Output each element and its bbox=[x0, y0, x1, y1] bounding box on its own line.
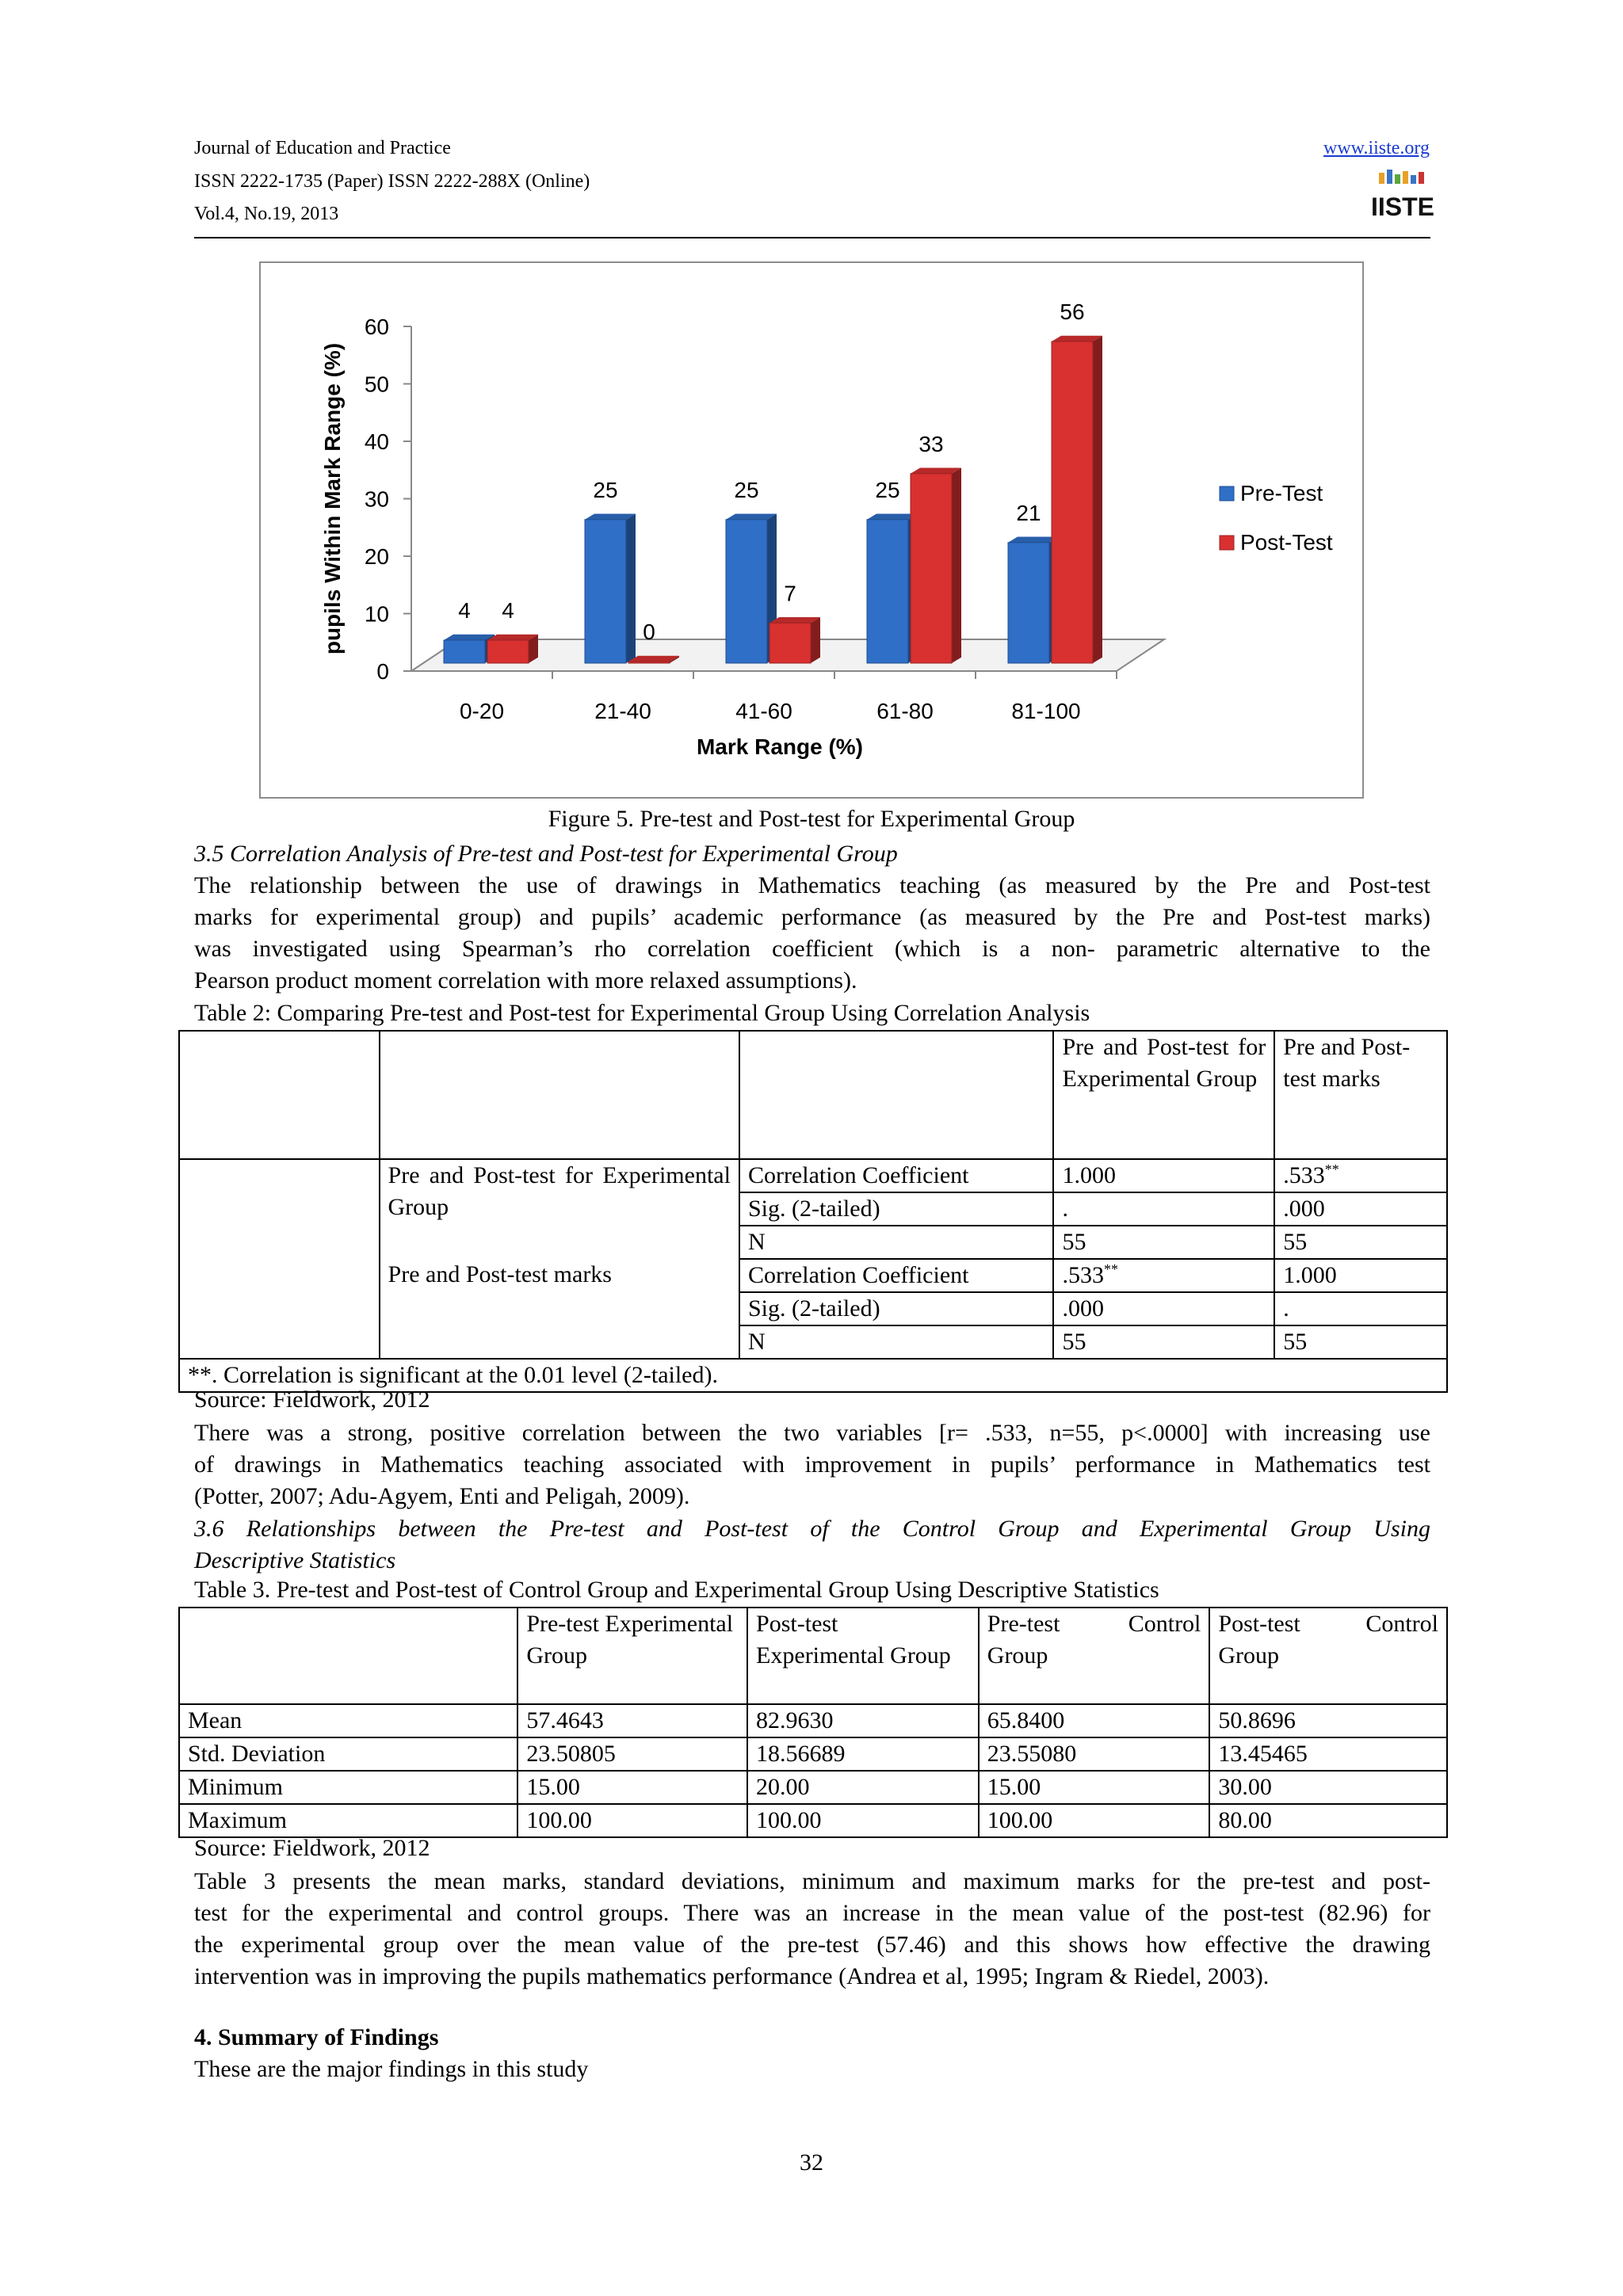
x-tick-label: 41-60 bbox=[735, 699, 792, 723]
paragraph-line: Table 3 presents the mean marks, standard deviations, minimum and maximum marks for the pre-test and post- bbox=[194, 1868, 1430, 1894]
table-cell: 100.00 bbox=[979, 1804, 1210, 1837]
table-cell: . bbox=[1274, 1292, 1447, 1325]
stat-label: Sig. (2-tailed) bbox=[739, 1192, 1054, 1226]
bar-post-test bbox=[1052, 341, 1093, 663]
table-2 bbox=[178, 1030, 1448, 1393]
legend-swatch bbox=[1220, 536, 1234, 550]
table-cell: 13.45465 bbox=[1209, 1737, 1447, 1771]
data-label: 25 bbox=[593, 477, 618, 502]
page-number: 32 bbox=[800, 2149, 823, 2176]
data-label: 25 bbox=[875, 477, 900, 502]
y-tick-label: 30 bbox=[364, 486, 389, 512]
table-header-row bbox=[179, 1031, 1447, 1159]
table-cell: 55 bbox=[1274, 1226, 1447, 1259]
x-tick-label: 81-100 bbox=[1011, 699, 1081, 723]
row-label: Mean bbox=[179, 1704, 517, 1737]
bar-post-test bbox=[487, 640, 529, 663]
journal-issn: ISSN 2222-1735 (Paper) ISSN 2222-288X (Online) bbox=[194, 171, 590, 192]
table-cell: 50.8696 bbox=[1209, 1704, 1447, 1737]
table-cell: 15.00 bbox=[517, 1771, 747, 1804]
bar-chart bbox=[261, 263, 1362, 797]
table-cell: 55 bbox=[1274, 1325, 1447, 1359]
bar-side bbox=[952, 468, 961, 663]
bar-post-test bbox=[628, 662, 670, 663]
bar-pre-test bbox=[726, 520, 767, 663]
row-label: Maximum bbox=[179, 1804, 517, 1837]
data-label: 0 bbox=[643, 620, 655, 644]
correlation-paragraph bbox=[194, 1417, 1430, 1512]
stat-label: N bbox=[739, 1325, 1054, 1359]
data-label: 7 bbox=[784, 581, 796, 606]
bar-pre-test bbox=[585, 520, 626, 663]
cell-value: .533 bbox=[1283, 1162, 1325, 1188]
section-4-text: These are the major findings in this study bbox=[194, 2056, 589, 2082]
table-row bbox=[179, 1804, 1447, 1837]
significance-mark: ** bbox=[1103, 1261, 1118, 1277]
table-cell: 30.00 bbox=[1209, 1771, 1447, 1804]
data-label: 4 bbox=[458, 598, 471, 623]
journal-url-link[interactable]: www.iiste.org bbox=[1323, 138, 1430, 158]
paragraph-line: was investigated using Spearman’s rho correlation coefficient (which is a non- parametric alternative to the bbox=[194, 936, 1430, 962]
bar-pre-test bbox=[444, 640, 485, 663]
x-tick-label: 0-20 bbox=[459, 699, 505, 723]
table-cell: . bbox=[1053, 1192, 1274, 1226]
table-footnote: **. Correlation is significant at the 0.01 level (2-tailed). bbox=[179, 1359, 1447, 1392]
data-label: 25 bbox=[734, 477, 759, 502]
stat-label: Correlation Coefficient bbox=[739, 1259, 1054, 1292]
y-tick-label: 20 bbox=[364, 544, 389, 569]
section-4-heading: 4. Summary of Findings bbox=[194, 2024, 439, 2050]
table-cell: 82.9630 bbox=[747, 1704, 979, 1737]
table-cell bbox=[380, 1031, 739, 1159]
y-tick-label: 50 bbox=[364, 372, 389, 397]
paragraph-line: The relationship between the use of drawings in Mathematics teaching (as measured by the Pre and Post-test bbox=[194, 872, 1430, 898]
journal-title: Journal of Education and Practice bbox=[194, 138, 451, 158]
table-cell: 55 bbox=[1053, 1325, 1274, 1359]
table-cell: 1.000 bbox=[1053, 1159, 1274, 1192]
legend-label: Pre-Test bbox=[1240, 481, 1323, 505]
table-cell bbox=[1274, 1159, 1447, 1192]
section-3-6-heading bbox=[194, 1513, 1430, 1577]
bar-pre-test bbox=[867, 520, 908, 663]
paragraph-line: (Potter, 2007; Adu-Agyem, Enti and Peligah, 2009). bbox=[194, 1483, 690, 1509]
table-cell: 80.00 bbox=[1209, 1804, 1447, 1837]
paragraph-line: marks for experimental group) and pupils’ academic performance (as measured by the Pre and Post-test marks) bbox=[194, 904, 1430, 930]
bar-side bbox=[1093, 336, 1102, 663]
data-label: 33 bbox=[918, 431, 944, 456]
stat-label: Correlation Coefficient bbox=[739, 1159, 1054, 1192]
table-3-paragraph bbox=[194, 1866, 1430, 1993]
table-cell bbox=[739, 1031, 1054, 1159]
figure-5-chart bbox=[259, 261, 1364, 799]
row-label: Minimum bbox=[179, 1771, 517, 1804]
table-cell: 18.56689 bbox=[747, 1737, 979, 1771]
legend-swatch bbox=[1220, 486, 1234, 501]
paragraph-line: the experimental group over the mean value of the pre-test (57.46) and this shows how effective the drawing bbox=[194, 1932, 1430, 1958]
logo-text: IISTE bbox=[1370, 193, 1435, 221]
row-label: Std. Deviation bbox=[179, 1737, 517, 1771]
heading-line: 3.6 Relationships between the Pre-test and Post-test of the Control Group and Experimental Group Using bbox=[194, 1516, 1430, 1542]
y-tick-label: 10 bbox=[364, 601, 389, 627]
row-group-label: Pre and Post-test marks bbox=[380, 1259, 739, 1359]
column-header: Post-test Control Group bbox=[1209, 1608, 1447, 1704]
row-group-label: Pre and Post-test for Experimental Group bbox=[380, 1159, 739, 1259]
table-cell: 100.00 bbox=[517, 1804, 747, 1837]
y-tick-label: 60 bbox=[364, 315, 389, 339]
table-cell: .000 bbox=[1274, 1192, 1447, 1226]
section-3-5-paragraph bbox=[194, 870, 1430, 997]
paragraph-line: There was a strong, positive correlation between the two variables [r= .533, n=55, p<.0000] with increasing use bbox=[194, 1420, 1430, 1446]
bar-post-test bbox=[769, 623, 811, 663]
table-cell: 57.4643 bbox=[517, 1704, 747, 1737]
stat-label: Sig. (2-tailed) bbox=[739, 1292, 1054, 1325]
table-cell: 55 bbox=[1053, 1226, 1274, 1259]
table-cell: 20.00 bbox=[747, 1771, 979, 1804]
column-header: Pre-test Control Group bbox=[979, 1608, 1210, 1704]
legend-label: Post-Test bbox=[1240, 530, 1333, 555]
bar-pre-test bbox=[1008, 543, 1049, 663]
table-cell bbox=[1053, 1259, 1274, 1292]
bar-side bbox=[811, 617, 820, 663]
column-header: Post-test Experimental Group bbox=[747, 1608, 979, 1704]
data-label: 21 bbox=[1016, 500, 1041, 525]
cell-value: .533 bbox=[1062, 1262, 1104, 1288]
table-cell bbox=[179, 1159, 380, 1359]
table-row bbox=[179, 1771, 1447, 1804]
table-header-row bbox=[179, 1608, 1447, 1704]
paragraph-line: test for the experimental and control groups. There was an increase in the mean value of the post-test (82.96) for bbox=[194, 1900, 1430, 1926]
x-tick-label: 21-40 bbox=[594, 699, 651, 723]
table-row bbox=[179, 1159, 1447, 1192]
table-row bbox=[179, 1737, 1447, 1771]
x-tick-label: 61-80 bbox=[876, 699, 934, 723]
section-3-5-heading: 3.5 Correlation Analysis of Pre-test and Post-test for Experimental Group bbox=[194, 841, 898, 867]
table-cell: 23.55080 bbox=[979, 1737, 1210, 1771]
journal-volume: Vol.4, No.19, 2013 bbox=[194, 204, 339, 224]
iiste-logo bbox=[1370, 168, 1435, 223]
column-header: Pre and Post-test for Experimental Group bbox=[1053, 1031, 1274, 1159]
table-3-caption: Table 3. Pre-test and Post-test of Control Group and Experimental Group Using Descriptive Statistics bbox=[194, 1577, 1159, 1603]
data-label: 56 bbox=[1060, 299, 1085, 324]
column-header: Pre-test Experimental Group bbox=[517, 1608, 747, 1704]
table-3-source: Source: Fieldwork, 2012 bbox=[194, 1835, 430, 1861]
data-label: 4 bbox=[502, 598, 514, 623]
column-header: Pre and Post-test marks bbox=[1274, 1031, 1447, 1159]
figure-caption: Figure 5. Pre-test and Post-test for Experimental Group bbox=[548, 806, 1075, 832]
table-cell: 23.50805 bbox=[517, 1737, 747, 1771]
x-axis-title: Mark Range (%) bbox=[696, 734, 864, 759]
bar-side bbox=[626, 514, 636, 663]
stat-label: N bbox=[739, 1226, 1054, 1259]
table-row bbox=[179, 1704, 1447, 1737]
bar-post-test bbox=[911, 474, 952, 663]
heading-line: Descriptive Statistics bbox=[194, 1547, 396, 1573]
paragraph-line: of drawings in Mathematics teaching associated with improvement in pupils’ performance in Mathematics test bbox=[194, 1451, 1430, 1478]
y-tick-label: 0 bbox=[376, 659, 389, 684]
paragraph-line: intervention was in improving the pupils mathematics performance (Andrea et al, 1995; Ingram & Riedel, 2003). bbox=[194, 1963, 1270, 1989]
table-2-caption: Table 2: Comparing Pre-test and Post-test for Experimental Group Using Correlation Analysis bbox=[194, 1000, 1090, 1026]
table-cell bbox=[179, 1608, 517, 1704]
table-cell: 65.8400 bbox=[979, 1704, 1210, 1737]
significance-mark: ** bbox=[1324, 1161, 1339, 1177]
table-2-source: Source: Fieldwork, 2012 bbox=[194, 1386, 430, 1413]
table-cell: 100.00 bbox=[747, 1804, 979, 1837]
table-3 bbox=[178, 1607, 1448, 1838]
table-cell: 1.000 bbox=[1274, 1259, 1447, 1292]
header-rule bbox=[194, 237, 1430, 238]
table-cell bbox=[179, 1031, 380, 1159]
y-tick-label: 40 bbox=[364, 429, 389, 454]
paragraph-line: Pearson product moment correlation with more relaxed assumptions). bbox=[194, 967, 857, 994]
y-axis-title: pupils Within Mark Range (%) bbox=[320, 342, 345, 655]
table-cell: .000 bbox=[1053, 1292, 1274, 1325]
table-cell: 15.00 bbox=[979, 1771, 1210, 1804]
